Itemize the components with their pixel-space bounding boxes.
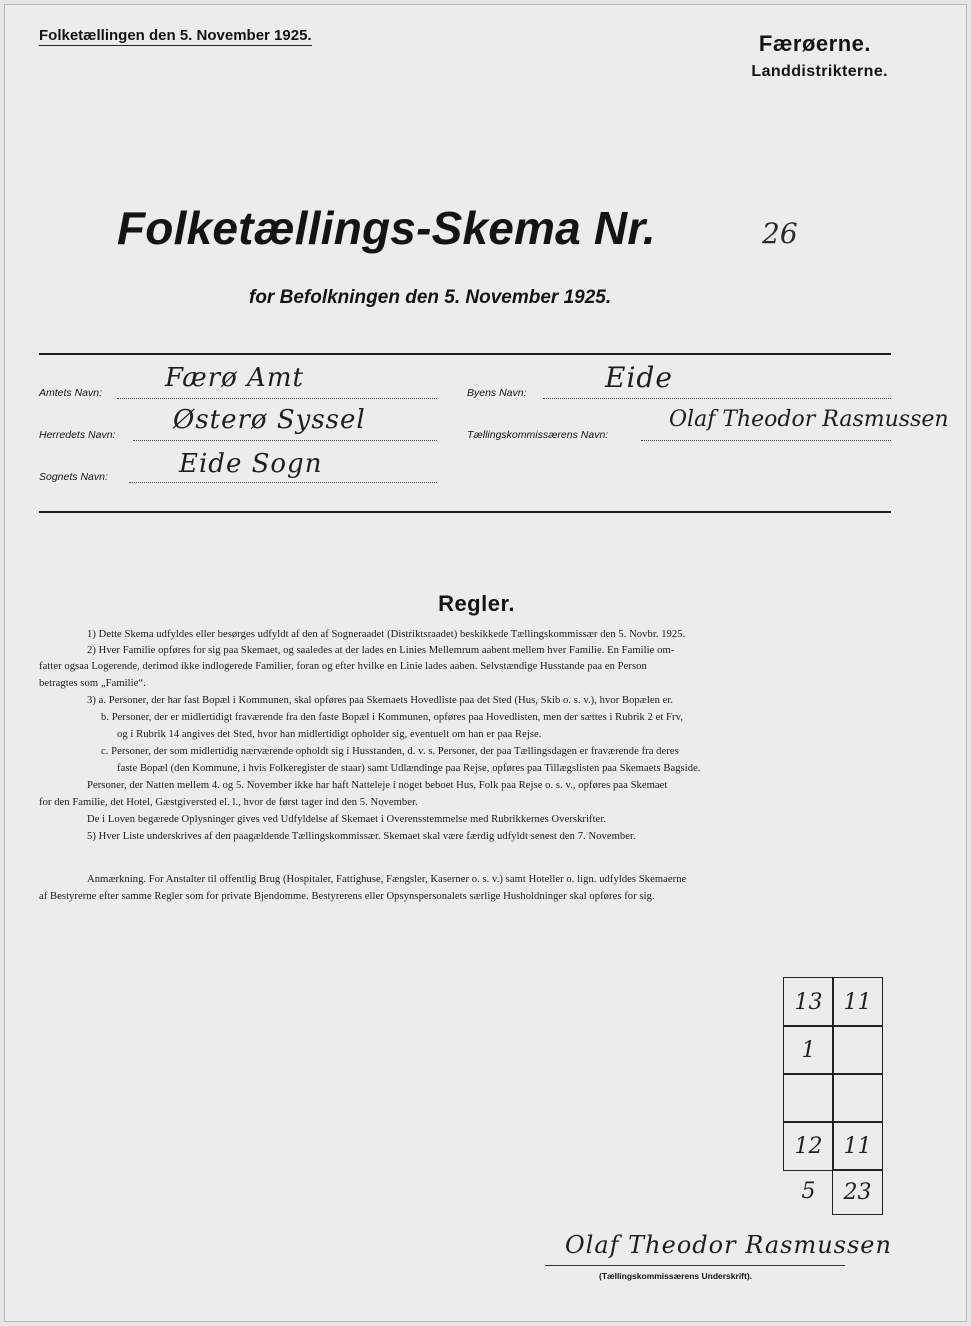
bottom-rule [39, 511, 891, 513]
herredets-value: Østerø Syssel [173, 405, 366, 435]
rule-line: 2) Hver Familie opføres for sig paa Skemaet, og saaledes at der lades en Linies Mellemrum aabent mellem hver Familie. En Familie om- [87, 645, 675, 656]
rules-heading: Regler. [438, 591, 515, 616]
form-number-handwritten: 26 [762, 217, 798, 250]
census-form-page [4, 4, 967, 1322]
top-rule [39, 353, 891, 355]
region-heading: Færøerne. [758, 31, 871, 56]
kommissaer-value: Olaf Theodor Rasmussen [669, 407, 949, 432]
tally-cell [832, 1025, 883, 1075]
kommissaer-dotline [641, 440, 891, 441]
district-type: Landdistrikterne. [751, 63, 888, 80]
rule-line: faste Bopæl (den Kommune, i hvis Folkeregister de staar) samt Udlændinge paa Rejse, opføres paa Tillægslisten paa Skemaets Bagside. [117, 763, 701, 774]
rule-line: 5) Hver Liste underskrives af den paagældende Tællingskommissær. Skemaet skal være færdig udfyldt senest den 7. November. [87, 831, 636, 842]
byens-label: Byens Navn: [467, 387, 527, 399]
rule-line: betragtes som „Familie“. [39, 678, 146, 689]
form-title: Folketællings-Skema Nr. [117, 202, 656, 254]
rule-line: 1) Dette Skema udfyldes eller besørges udfyldt af den af Sogneraadet (Distriktsraadet) beskikkede Tællingskommissær den 5. Novbr. 1925. [87, 629, 686, 640]
kommissaer-label: Tællingskommissærens Navn: [467, 429, 609, 441]
rule-line: fatter ogsaa Logerende, derimod ikke indlogerede Familier, foran og efter hvilke en Linie lades aaben. Selvstændige Husstande paa en Person [39, 661, 647, 672]
sognets-value: Eide Sogn [179, 449, 323, 479]
note-line: Anmærkning. For Anstalter til offentlig Brug (Hospitaler, Fattighuse, Fængsler, Kaserner o. s. v.) samt Hoteller o. lign. udfyldes Skemaerne [87, 874, 687, 885]
tally-cell [783, 1073, 834, 1123]
note-line: af Bestyrerne efter samme Regler som for private Bjendomme. Bestyrerens eller Opsynspersonalets særlige Husholdninger skal opføres for sig. [39, 891, 655, 902]
signature-label: (Tællingskommissærens Underskrift). [599, 1271, 753, 1281]
tally-box [783, 977, 883, 1217]
byens-value: Eide [605, 361, 673, 394]
rule-line: c. Personer, der som midlertidig nærværende opholdt sig i Husstanden, d. v. s. Personer, der paa Tællingsdagen er fraværende fra deres [101, 746, 679, 757]
herredets-label: Herredets Navn: [39, 429, 116, 441]
tally-cell: 13 [783, 977, 834, 1027]
form-subtitle: for Befolkningen den 5. November 1925. [249, 287, 612, 308]
tally-cell: 12 [783, 1121, 834, 1171]
tally-cell: 23 [832, 1169, 883, 1215]
amtets-value: Færø Amt [165, 363, 304, 393]
rule-line: og i Rubrik 14 angives det Sted, hvor han midlertidigt opholder sig, eventuelt om han er paa Rejse. [117, 729, 542, 740]
signature-handwritten: Olaf Theodor Rasmussen [565, 1231, 892, 1259]
signature-line [545, 1265, 845, 1266]
rule-line: b. Personer, der er midlertidigt fraværende fra den faste Bopæl i Kommunen, opføres paa Hovedlisten, men der sættes i Rubrik 2 et Frv, [101, 712, 683, 723]
rule-line: for den Familie, det Hotel, Gæstgiversted el. l., hvor de først tager ind den 5. November. [39, 797, 418, 808]
sognets-label: Sognets Navn: [39, 471, 108, 483]
tally-cell: 1 [783, 1025, 834, 1075]
byens-dotline [543, 398, 891, 399]
tally-cell: 11 [832, 977, 883, 1027]
tally-cell: 11 [832, 1121, 883, 1171]
rule-line: Personer, der Natten mellem 4. og 5. November ikke har haft Natteleje i noget beboet Hus, Folk paa Rejse o. s. v., opføres paa Skemaet [87, 780, 668, 791]
census-heading: Folketællingen den 5. November 1925. [39, 27, 312, 44]
sognets-dotline [129, 482, 437, 483]
herredets-dotline [133, 440, 437, 441]
rule-line: 3) a. Personer, der har fast Bopæl i Kommunen, skal opføres paa Skemaets Hovedliste paa det Sted (Hus, Skib o. s. v.), hvor Bopælen er. [87, 695, 674, 706]
amtets-label: Amtets Navn: [39, 387, 103, 399]
tally-cell [832, 1073, 883, 1123]
rule-line: De i Loven begærede Oplysninger gives ved Udfyldelse af Skemaet i Overensstemmelse med Rubrikkernes Overskrifter. [87, 814, 607, 825]
tally-cell: 5 [801, 1179, 816, 1204]
amtets-dotline [117, 398, 437, 399]
